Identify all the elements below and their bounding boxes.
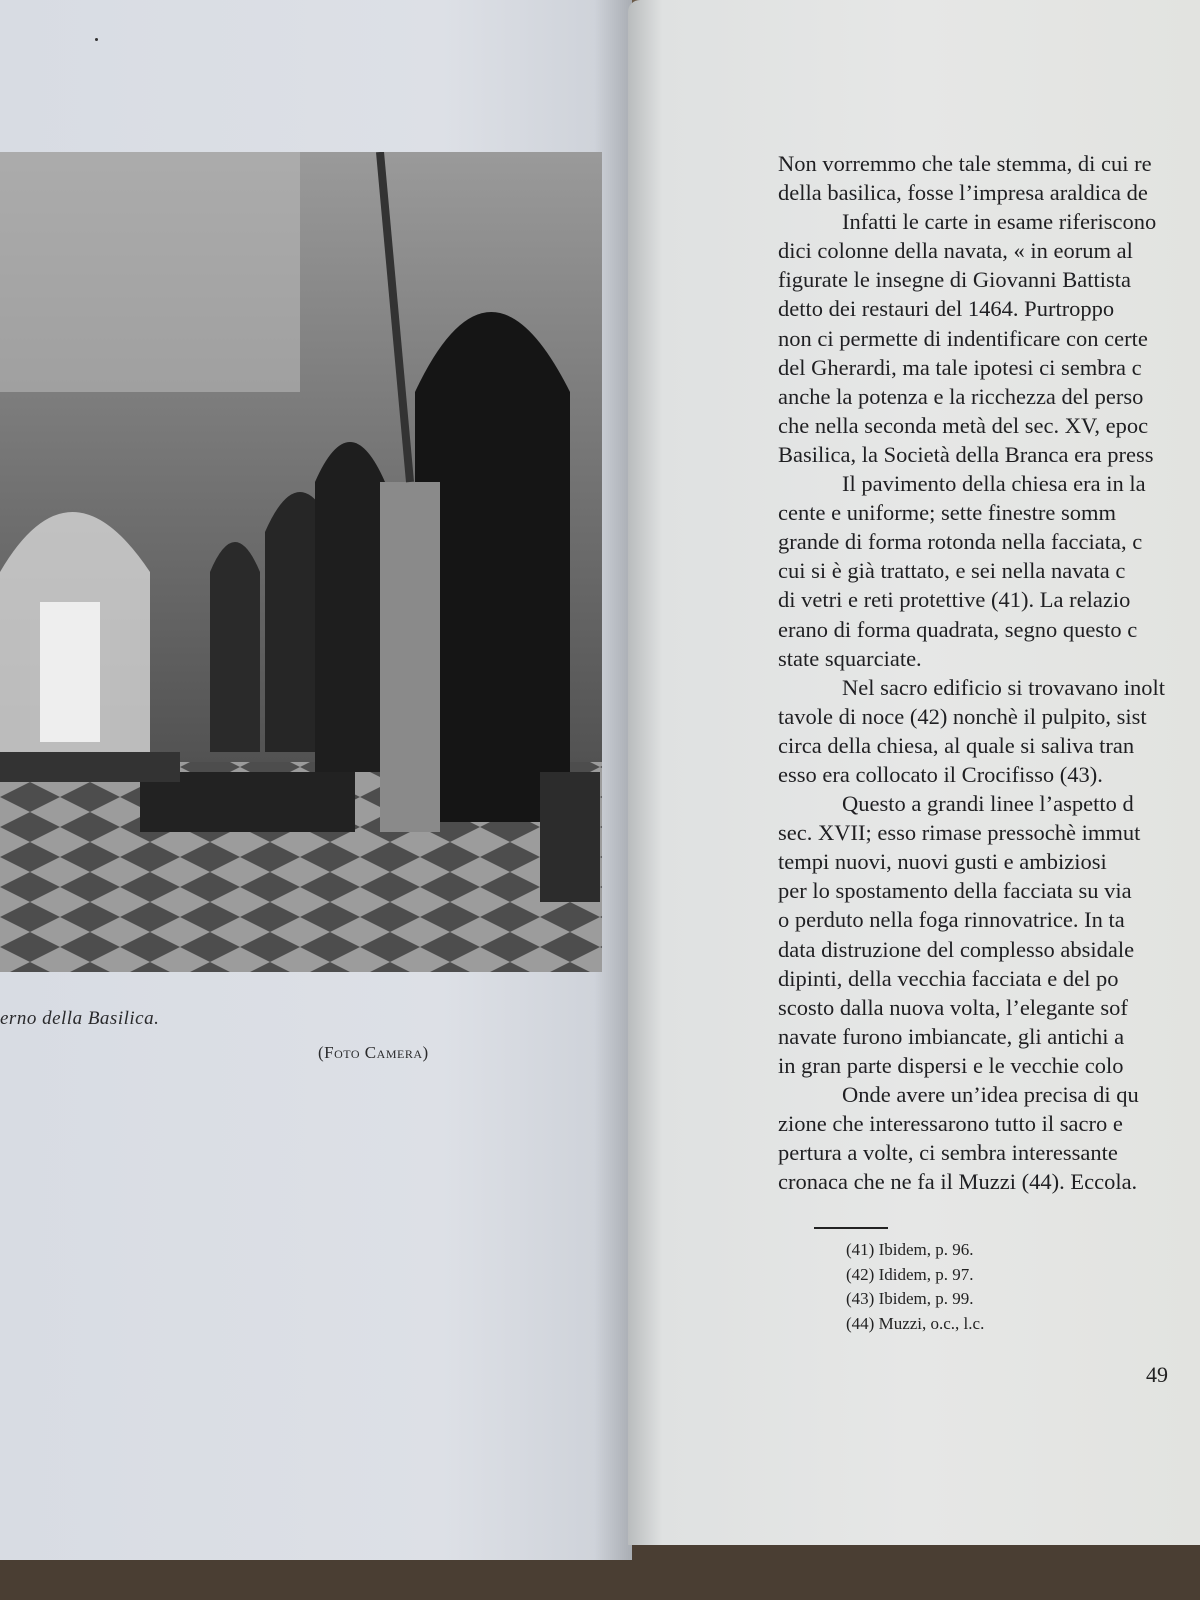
text-line: Infatti le carte in esame riferiscono xyxy=(842,209,1157,235)
text-line: tempi nuovi, nuovi gusti e ambiziosi xyxy=(778,849,1107,875)
basilica-interior-photo xyxy=(0,152,602,972)
text-line: Questo a grandi linee l’aspetto d xyxy=(842,791,1134,817)
text-line: Basilica, la Società della Branca era press xyxy=(778,441,1154,467)
footnote-rule xyxy=(814,1227,888,1229)
text-line: sec. XVII; esso rimase pressochè immut xyxy=(778,820,1141,846)
text-line: circa della chiesa, al quale si saliva tran xyxy=(778,732,1135,758)
text-line: Il pavimento della chiesa era in la xyxy=(842,471,1146,497)
text-line: data distruzione del complesso absidale xyxy=(778,936,1135,962)
text-line: per lo spostamento della facciata su via xyxy=(778,878,1132,904)
text-line: Non vorremmo che tale stemma, di cui re xyxy=(778,151,1152,176)
text-line: Nel sacro edificio si trovavano inolt xyxy=(842,674,1166,700)
text-line: zione che interessarono tutto il sacro e xyxy=(778,1111,1123,1137)
footnote: (44) Muzzi, o.c., l.c. xyxy=(846,1313,985,1333)
body-text xyxy=(778,149,1200,1196)
text-line: del Gherardi, ma tale ipotesi ci sembra c xyxy=(778,354,1142,380)
text-line: tavole di noce (42) nonchè il pulpito, sist xyxy=(778,703,1147,729)
text-line: grande di forma rotonda nella facciata, c xyxy=(778,529,1143,555)
footnote: (43) Ibidem, p. 99. xyxy=(846,1289,974,1308)
text-line: anche la potenza e la ricchezza del perso xyxy=(778,383,1144,409)
text-line: pertura a volte, ci sembra interessante xyxy=(778,1140,1118,1166)
footnotes xyxy=(846,1238,984,1336)
footnote: (41) Ibidem, p. 96. xyxy=(846,1240,974,1259)
text-line: dipinti, della vecchia facciata e del po xyxy=(778,965,1119,991)
footnote: (42) Ididem, p. 97. xyxy=(846,1264,974,1284)
text-line: state squarciate. xyxy=(778,645,922,671)
text-line: cente e uniforme; sette finestre somm xyxy=(778,500,1117,526)
text-line: Onde avere un’idea precisa di qu xyxy=(842,1082,1139,1107)
photo-caption: erno della Basilica. xyxy=(0,1008,160,1029)
text-line: esso era collocato il Crocifisso (43). xyxy=(778,761,1103,787)
text-line: o perduto nella foga rinnovatrice. In ta xyxy=(778,907,1125,933)
text-line: dici colonne della navata, « in eorum al xyxy=(778,238,1133,264)
text-line: detto dei restauri del 1464. Purtroppo xyxy=(778,296,1115,322)
page-speck xyxy=(95,38,98,41)
text-line: cronaca che ne fa il Muzzi (44). Eccola. xyxy=(778,1169,1138,1195)
text-line: cui si è già trattato, e sei nella navata c xyxy=(778,558,1126,584)
text-line: scosto dalla nuova volta, l’elegante sof xyxy=(778,994,1128,1020)
page-number: 49 xyxy=(1146,1362,1168,1387)
text-line: non ci permette di indentificare con certe xyxy=(778,325,1148,351)
photo-credit: (Foto Camera) xyxy=(318,1043,429,1062)
text-line: in gran parte dispersi e le vecchie colo xyxy=(778,1052,1124,1078)
text-line: erano di forma quadrata, segno questo c xyxy=(778,616,1138,642)
text-line: figurate le insegne di Giovanni Battista xyxy=(778,267,1132,293)
text-line: di vetri e reti protettive (41). La relazio xyxy=(778,587,1131,613)
text-line: della basilica, fosse l’impresa araldica de xyxy=(778,180,1148,206)
text-line: navate furono imbiancate, gli antichi a xyxy=(778,1023,1125,1049)
text-line: che nella seconda metà del sec. XV, epoc xyxy=(778,412,1149,438)
